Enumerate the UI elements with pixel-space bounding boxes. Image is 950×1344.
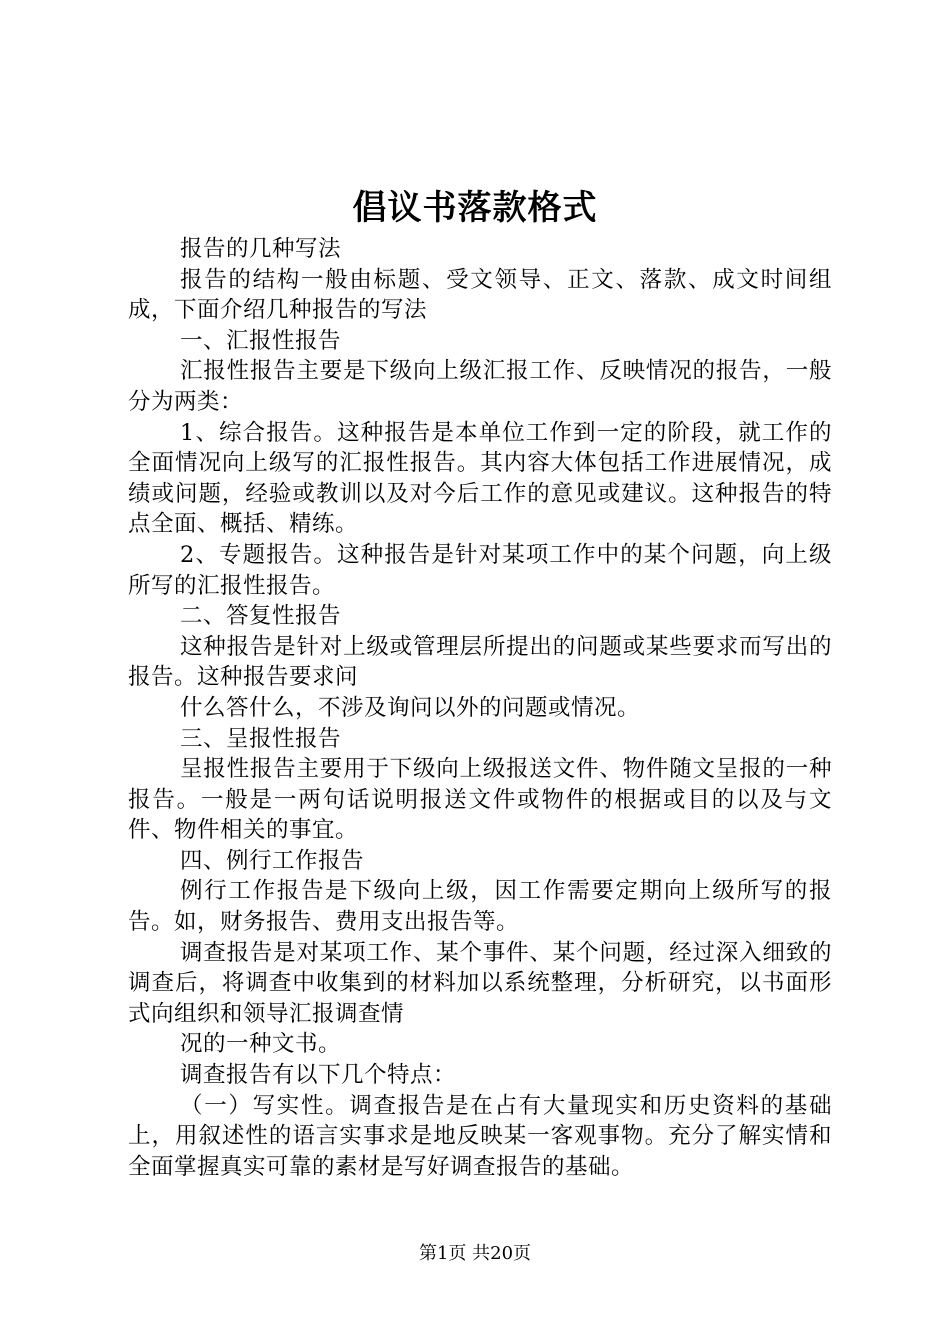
paragraph: 什么答什么，不涉及询问以外的问题或情况。 bbox=[180, 694, 641, 721]
paragraph: 况的一种文书。 bbox=[180, 1031, 342, 1058]
paragraph: （一）写实性。调查报告是在占有大量现实和历史资料的基础上，用叙述性的语言实事求是地反映某一客观事物。充分了解实情和全面掌握真实可靠的素材是写好调查报告的基础。 bbox=[128, 1092, 832, 1180]
section-heading: 一、汇报性报告 bbox=[180, 327, 342, 354]
paragraph: 报告的结构一般由标题、受文领导、正文、落款、成文时间组成，下面介绍几种报告的写法 bbox=[128, 266, 832, 324]
paragraph: 调查报告是对某项工作、某个事件、某个问题，经过深入细致的调查后，将调查中收集到的材料加以系统整理，分析研究，以书面形式向组织和领导汇报调查情 bbox=[128, 939, 832, 1027]
paragraph: 报告的几种写法 bbox=[180, 236, 342, 262]
section-heading: 四、例行工作报告 bbox=[180, 847, 365, 874]
paragraph: 1、综合报告。这种报告是本单位工作到一定的阶段，就工作的全面情况向上级写的汇报性报告。其内容大体包括工作进展情况，成绩或问题，经验或教训以及对今后工作的意见或建议。这种报告的特点全面、概括、精练。 bbox=[128, 419, 832, 538]
document-body bbox=[128, 234, 832, 1182]
section-heading: 二、答复性报告 bbox=[180, 603, 342, 630]
page-footer: 第1页 共20页 bbox=[418, 1243, 532, 1264]
paragraph: 这种报告是针对上级或管理层所提出的问题或某些要求而写出的报告。这种报告要求问 bbox=[128, 633, 832, 691]
paragraph: 例行工作报告是下级向上级，因工作需要定期向上级所写的报告。如，财务报告、费用支出报告等。 bbox=[128, 878, 832, 936]
section-heading: 三、呈报性报告 bbox=[180, 725, 342, 752]
document-title: 倡议书落款格式 bbox=[352, 188, 598, 228]
paragraph: 2、专题报告。这种报告是针对某项工作中的某个问题，向上级所写的汇报性报告。 bbox=[128, 541, 832, 599]
paragraph: 调查报告有以下几个特点： bbox=[180, 1062, 457, 1089]
paragraph: 汇报性报告主要是下级向上级汇报工作、反映情况的报告，一般分为两类： bbox=[128, 358, 832, 415]
paragraph: 呈报性报告主要用于下级向上级报送文件、物件随文呈报的一种报告。一般是一两句话说明报送文件或物件的根据或目的以及与文件、物件相关的事宜。 bbox=[128, 756, 832, 844]
